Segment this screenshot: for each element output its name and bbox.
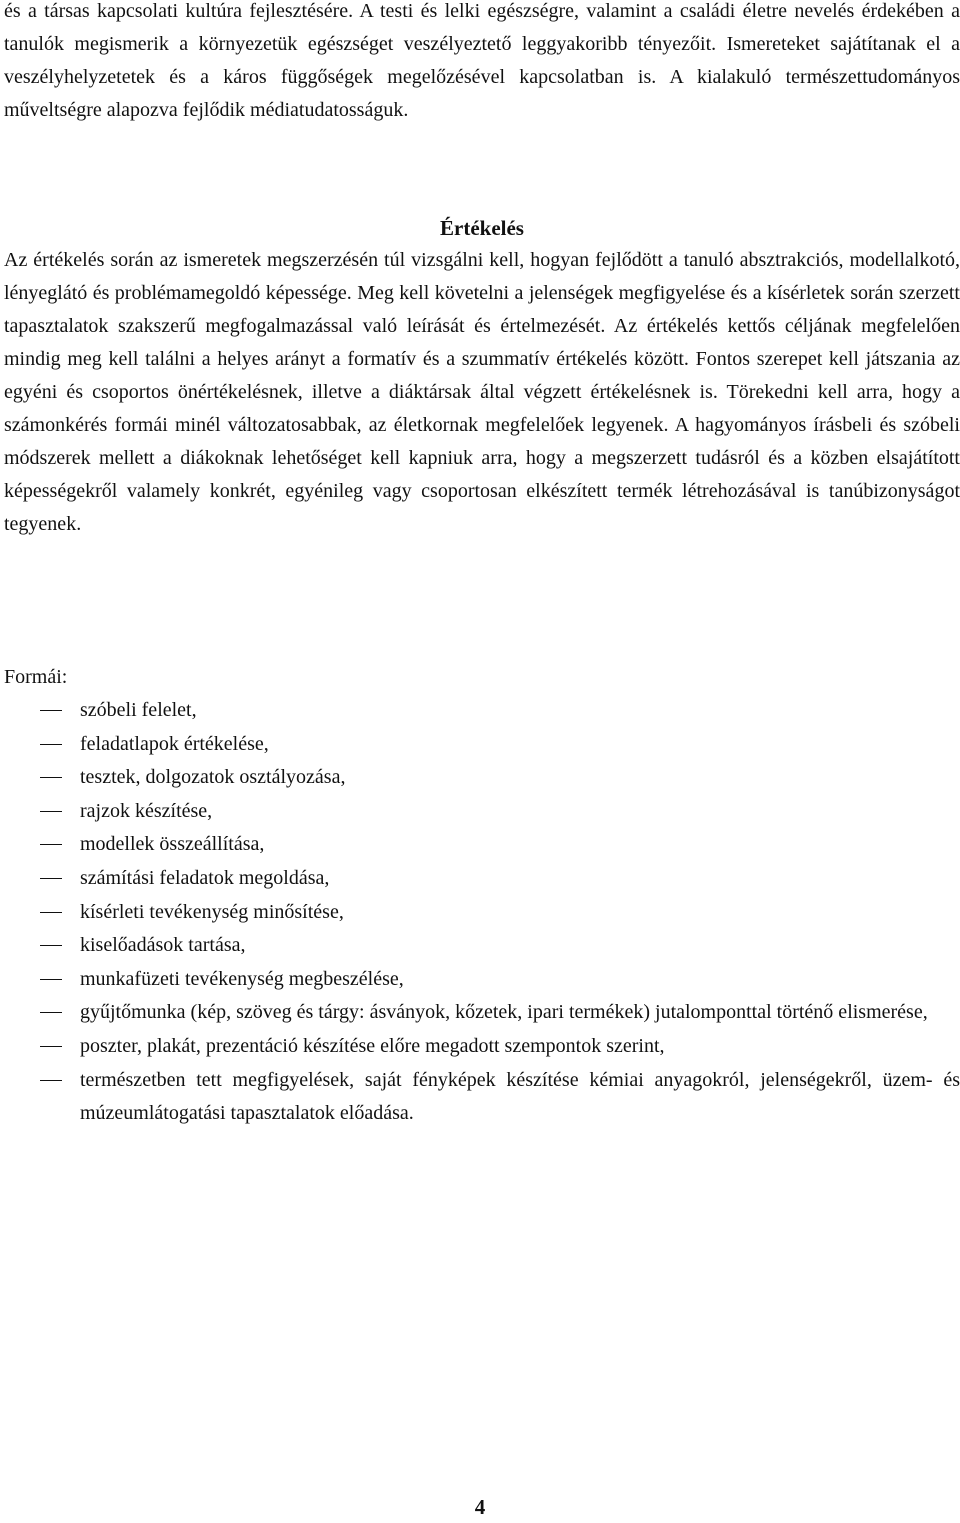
dash-bullet xyxy=(40,979,62,980)
dash-bullet xyxy=(40,912,62,913)
list-item: poszter, plakát, prezentáció készítése előre megadott szempontok szerint, xyxy=(4,1030,960,1064)
list-item: kísérleti tevékenység minősítése, xyxy=(4,896,960,930)
list-item: munkafüzeti tevékenység megbeszélése, xyxy=(4,963,960,997)
page-number: 4 xyxy=(474,1495,486,1519)
section-heading: Értékelés xyxy=(440,216,524,240)
list-item: rajzok készítése, xyxy=(4,795,960,829)
intro-paragraph: és a társas kapcsolati kultúra fejlesztésére. A testi és lelki egészségre, valamint a családi életre nevelés érdekében a tanulók megismerik a környezetük egészséget veszélyeztető leggyakoribb tényezőit. Ismereteket sajátítanak el a veszélyhelyzetetek és a káros függőségek megelőzésével kapcsolatban is. A kialakuló természettudományos műveltségre alapozva fejlődik médiatudatosságuk. xyxy=(4,0,960,121)
list-item: gyűjtőmunka (kép, szöveg és tárgy: ásványok, kőzetek, ipari termékek) jutalomponttal történő elismerése, xyxy=(4,996,960,1030)
list-item: tesztek, dolgozatok osztályozása, xyxy=(4,761,960,795)
dash-bullet xyxy=(40,945,62,946)
dash-bullet xyxy=(40,1046,62,1047)
dash-bullet xyxy=(40,878,62,879)
list-item: számítási feladatok megoldása, xyxy=(4,862,960,896)
dash-bullet xyxy=(40,744,62,745)
list-item: kiselőadások tartása, xyxy=(4,929,960,963)
list-item: feladatlapok értékelése, xyxy=(4,728,960,762)
dash-bullet xyxy=(40,710,62,711)
list-item: természetben tett megfigyelések, saját fényképek készítése kémiai anyagokról, jelenségekről, üzem- és múzeumlátogatási tapasztalatok előadása. xyxy=(4,1064,960,1131)
dash-bullet xyxy=(40,811,62,812)
list-item: modellek összeállítása, xyxy=(4,828,960,862)
dash-bullet xyxy=(40,1012,62,1013)
forms-label: Formái: xyxy=(4,666,68,688)
forms-list xyxy=(4,694,960,1131)
list-item: szóbeli felelet, xyxy=(4,694,960,728)
dash-bullet xyxy=(40,1080,62,1081)
evaluation-paragraph: Az értékelés során az ismeretek megszerzésén túl vizsgálni kell, hogyan fejlődött a tanuló absztrakciós, modellalkotó, lényeglátó és problémamegoldó képessége. Meg kell követelni a jelenségek megfigyelése és a kísérletek során szerzett tapasztalatok szakszerű megfogalmazással való leírását és értelmezését. Az értékelés kettős céljának megfelelően mindig meg kell találni a helyes arányt a formatív és a szummatív értékelés között. Fontos szerepet kell játszania az egyéni és csoportos önértékelésnek, illetve a diáktársak által végzett értékelésnek is. Törekedni kell arra, hogy a számonkérés formái minél változatosabbak, az életkornak megfelelőek legyenek. A hagyományos írásbeli és szóbeli módszerek mellett a diákoknak lehetőséget kell kapniuk arra, hogy a megszerzett tudásról és a közben elsajátított képességekről valamely konkrét, egyénileg vagy csoportosan elkészített termék létrehozásával is tanúbizonyságot tegyenek. xyxy=(4,249,960,535)
dash-bullet xyxy=(40,777,62,778)
dash-bullet xyxy=(40,844,62,845)
